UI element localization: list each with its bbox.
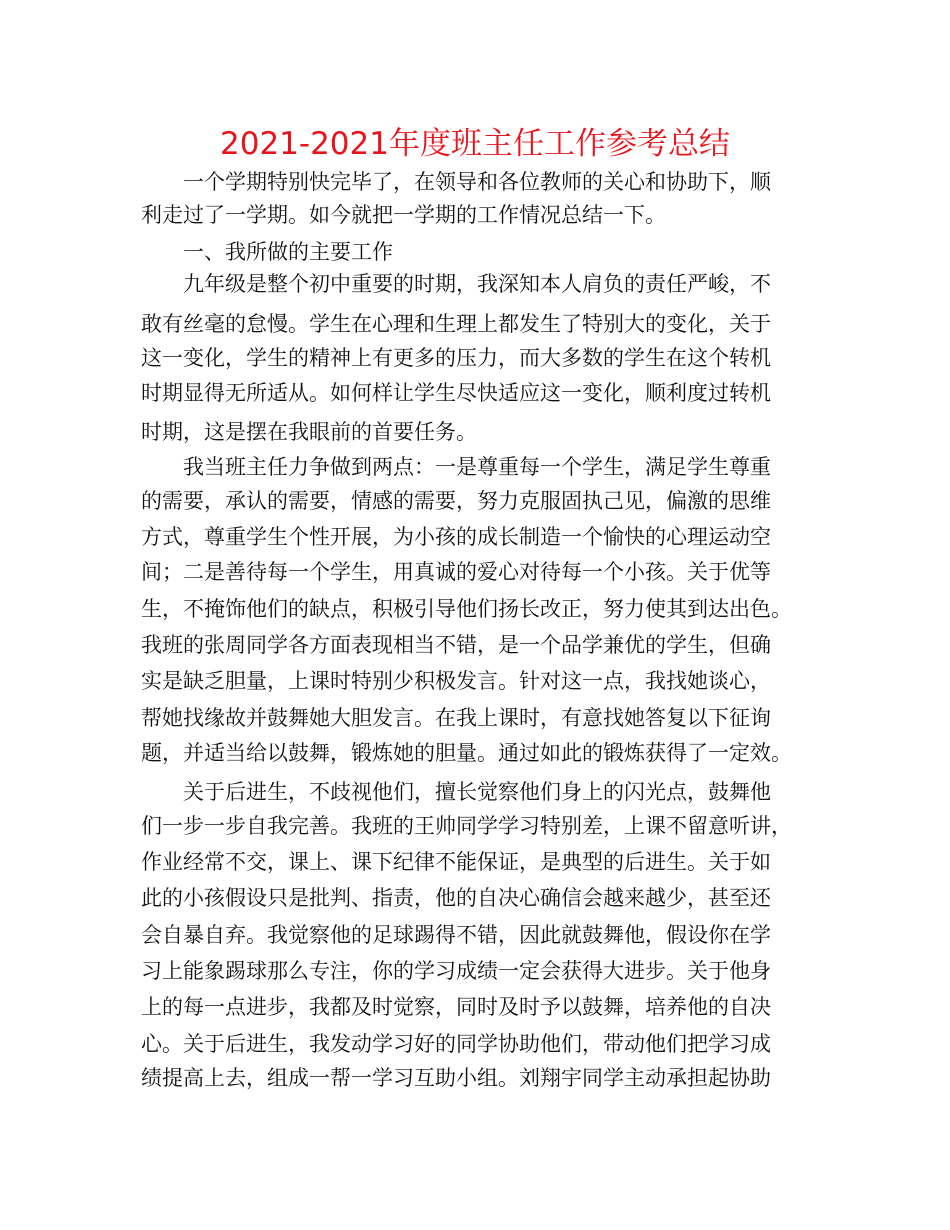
paragraph-line: 间；二是善待每一个学生，用真诚的爱心对待每一个小孩。关于优等	[141, 560, 771, 584]
paragraph-line: 习上能象踢球那么专注，你的学习成绩一定会获得大进步。关于他身	[141, 959, 771, 983]
paragraph-line: 作业经常不交，课上、课下纪律不能保证，是典型的后进生。关于如	[141, 850, 771, 874]
paragraph-line: 我当班主任力争做到两点：一是尊重每一个学生，满足学生尊重	[183, 455, 771, 479]
paragraph-line: 绩提高上去，组成一帮一学习互助小组。刘翔宇同学主动承担起协助	[141, 1066, 771, 1090]
paragraph-line: 会自暴自弃。我觉察他的足球踢得不错，因此就鼓舞他，假设你在学	[141, 923, 771, 947]
paragraph-line: 时期显得无所适从。如何样让学生尽快适应这一变化，顺利度过转机	[141, 381, 771, 405]
paragraph-line: 题，并适当给以鼓舞，锻炼她的胆量。通过如此的锻炼获得了一定效。	[141, 741, 792, 765]
paragraph-line: 生，不掩饰他们的缺点，积极引导他们扬长改正，努力使其到达出色。	[141, 597, 792, 621]
paragraph-line: 实是缺乏胆量，上课时特别少积极发言。针对这一点，我找她谈心，	[141, 669, 771, 693]
paragraph-line: 心。关于后进生，我发动学习好的同学协助他们，带动他们把学习成	[141, 1032, 771, 1056]
paragraph-line: 这一变化，学生的精神上有更多的压力，而大多数的学生在这个转机	[141, 346, 771, 370]
section-heading: 一、我所做的主要工作	[183, 240, 393, 264]
paragraph-line: 敢有丝毫的怠慢。学生在心理和生理上都发生了特别大的变化，关于	[141, 312, 771, 336]
document-title: 2021-2021年度班主任工作参考总结	[220, 126, 730, 162]
paragraph-line: 帮她找缘故并鼓舞她大胆发言。在我上课时，有意找她答复以下征询	[141, 706, 771, 730]
paragraph-line: 我班的张周同学各方面表现相当不错，是一个品学兼优的学生，但确	[141, 633, 771, 657]
paragraph-line: 的需要，承认的需要，情感的需要，努力克服固执己见，偏激的思维	[141, 489, 771, 513]
paragraph-line: 关于后进生，不歧视他们，擅长觉察他们身上的闪光点，鼓舞他	[183, 780, 771, 804]
paragraph-line: 们一步一步自我完善。我班的王帅同学学习特别差，上课不留意听讲，	[141, 814, 792, 838]
paragraph-line: 九年级是整个初中重要的时期，我深知本人肩负的责任严峻，不	[183, 272, 771, 296]
paragraph-line: 利走过了一学期。如今就把一学期的工作情况总结一下。	[141, 203, 666, 227]
paragraph-line: 一个学期特别快完毕了，在领导和各位教师的关心和协助下，顺	[183, 170, 771, 194]
paragraph-line: 上的每一点进步，我都及时觉察，同时及时予以鼓舞，培养他的自决	[141, 995, 771, 1019]
paragraph-line: 时期，这是摆在我眼前的首要任务。	[141, 420, 477, 444]
paragraph-line: 方式，尊重学生个性开展，为小孩的成长制造一个愉快的心理运动空	[141, 525, 771, 549]
paragraph-line: 此的小孩假设只是批判、指责，他的自决心确信会越来越少，甚至还	[141, 886, 771, 910]
